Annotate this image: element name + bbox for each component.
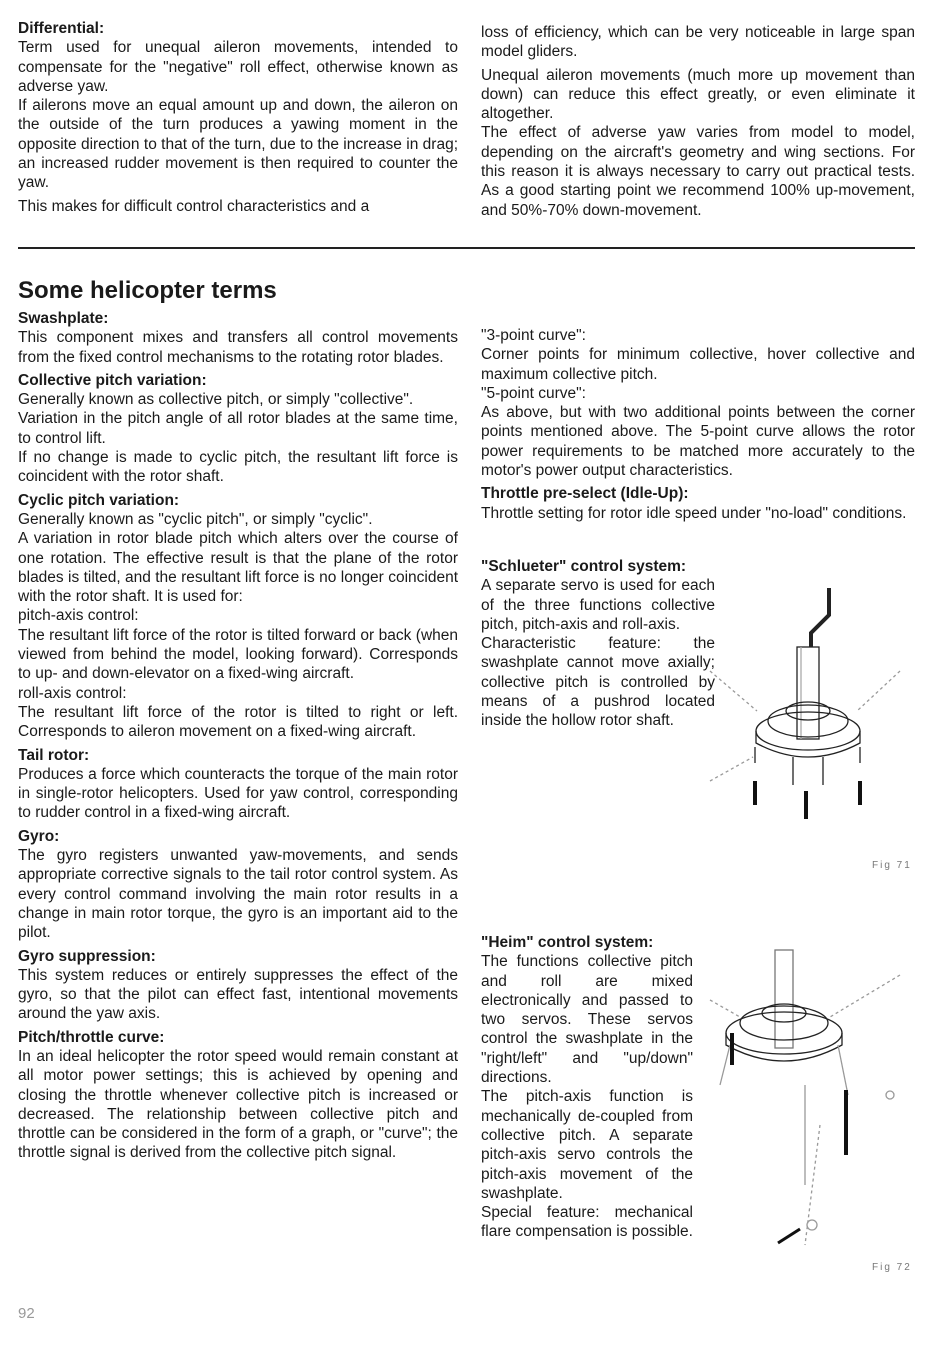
heim-section xyxy=(481,933,693,1242)
pitch-axis-label: pitch-axis control: xyxy=(18,607,139,625)
section-divider xyxy=(18,247,915,249)
gyro-heading: Gyro: xyxy=(18,827,60,845)
differential-paragraph-3: This makes for difficult control characteristics and a xyxy=(18,197,370,215)
swashplate-paragraph: This component mixes and transfers all control movements from the fixed control mechanisms to the rotating rotor blades. xyxy=(18,329,458,366)
swashplate-heading: Swashplate: xyxy=(18,310,109,327)
fig-71-label: Fig 71 xyxy=(872,860,912,871)
pitch-axis-paragraph: The resultant lift force of the rotor is tilted forward or back (when viewed from behind the model, looking forward). Corresponds to up- and down-elevator on a fixed-wing aircraft. xyxy=(18,626,458,683)
cyclic-paragraph-2: A variation in rotor blade pitch which alters over the course of one rotation. The effective result is that the plane of the rotor blades is tilted, and the resultant lift force is no longer coincident with the rotor shaft. It is used for: xyxy=(18,530,458,606)
collective-paragraph-2: Variation in the pitch angle of all rotor blades at the same time, to control lift. xyxy=(18,410,458,447)
schlueter-section xyxy=(481,557,715,731)
collective-pitch-heading: Collective pitch variation: xyxy=(18,371,207,389)
heim-paragraph-3: Special feature: mechanical flare compensation is possible. xyxy=(481,1204,693,1241)
collective-paragraph-1: Generally known as collective pitch, or simply "collective". xyxy=(18,391,414,409)
section-title: Some helicopter terms xyxy=(18,277,277,304)
three-point-curve-label: "3-point curve": xyxy=(481,327,586,344)
schlueter-paragraph-1: A separate servo is used for each of the three functions collective pitch, pitch-axis and roll-axis. xyxy=(481,577,715,633)
pitch-throttle-curve-heading: Pitch/throttle curve: xyxy=(18,1028,165,1046)
heim-heading: "Heim" control system: xyxy=(481,934,654,951)
tail-rotor-paragraph: Produces a force which counteracts the torque of the main rotor in single-rotor helicopters. Used for yaw control, corresponding to rudder control in a fixed-wing aircraft. xyxy=(18,765,458,822)
helicopter-terms-left-column xyxy=(18,309,458,1163)
fig-72-label: Fig 72 xyxy=(872,1262,912,1273)
differential-right-paragraph-2: Unequal aileron movements (much more up movement than down) can reduce this effect greatly, or even eliminate it altogether. xyxy=(481,66,915,123)
throttle-preselect-heading: Throttle pre-select (Idle-Up): xyxy=(481,485,689,503)
differential-right-paragraph-3: The effect of adverse yaw varies from model to model, depending on the aircraft's geometry and wing sections. For this reason it is always necessary to carry out practical tests. As a good starting point we recommend 100% up-movement, and 50%-70% down-movement. xyxy=(481,124,915,219)
cyclic-paragraph-1: Generally known as "cyclic pitch", or simply "cyclic". xyxy=(18,510,373,528)
heim-paragraph-2: The pitch-axis function is mechanically de-coupled from collective pitch. A separate pitch-axis servo controls the pitch-axis movement of the swashplate. xyxy=(481,1088,693,1202)
heim-paragraph-1: The functions collective pitch and roll are mixed electronically and passed to two servos. These servos control the swashplate in the "right/left" and "up/down" directions. xyxy=(481,953,693,1087)
five-point-curve-paragraph: As above, but with two additional points between the corner points mentioned above. The 5-point curve allows the rotor power requirements to be matched more accurately to the motor's power output characteristics. xyxy=(481,404,915,480)
throttle-preselect-paragraph: Throttle setting for rotor idle speed under "no-load" conditions. xyxy=(481,504,907,522)
gyro-paragraph: The gyro registers unwanted yaw-movements, and sends appropriate corrective signals to the tail rotor control system. As every control command involving the main rotor results in a change in main rotor torque, the gyro is an important aid to the pilot. xyxy=(18,847,458,942)
roll-axis-paragraph: The resultant lift force of the rotor is tilted to right or left. Corresponds to aileron movement on a fixed-wing aircraft. xyxy=(18,703,458,741)
heim-swashplate-illustration xyxy=(700,945,910,1255)
tail-rotor-heading: Tail rotor: xyxy=(18,746,90,764)
differential-section xyxy=(18,19,458,216)
pitch-throttle-curve-paragraph: In an ideal helicopter the rotor speed would remain constant at all motor power settings; this is achieved by opening and closing the throttle whenever collective pitch is increased or decreased. The relationship between collective pitch and throttle can be considered in the form of a graph, or "curve"; the throttle signal is derived from the collective pitch signal. xyxy=(18,1047,458,1162)
differential-paragraph-1: Term used for unequal aileron movements, intended to compensate for the "negative" roll effect, otherwise known as adverse yaw. xyxy=(18,39,458,95)
schlueter-heading: "Schlueter" control system: xyxy=(481,558,687,575)
five-point-curve-label: "5-point curve": xyxy=(481,384,586,402)
page-number: 92 xyxy=(18,1305,35,1322)
differential-right-paragraph-1: loss of efficiency, which can be very noticeable in large span model gliders. xyxy=(481,24,915,61)
differential-paragraph-2: If ailerons move an equal amount up and down, the aileron on the outside of the turn produces a yawing moment in the opposite direction to that of the turn, due to the increase in drag; an increased rudder movement is then required to counter the yaw. xyxy=(18,97,458,192)
cyclic-pitch-heading: Cyclic pitch variation: xyxy=(18,491,180,509)
schlueter-paragraph-2: Characteristic feature: the swashplate cannot move axially; collective pitch is controlled by means of a pushrod located inside the hollow rotor shaft. xyxy=(481,635,715,730)
helicopter-terms-right-column xyxy=(481,326,915,523)
gyro-suppression-paragraph: This system reduces or entirely suppresses the effect of the gyro, so that the pilot can effect fast, intentional movements around the yaw axis. xyxy=(18,966,458,1023)
gyro-suppression-heading: Gyro suppression: xyxy=(18,947,156,965)
differential-heading: Differential: xyxy=(18,20,105,37)
roll-axis-label: roll-axis control: xyxy=(18,684,127,702)
three-point-curve-paragraph: Corner points for minimum collective, hover collective and maximum collective pitch. xyxy=(481,346,915,383)
schlueter-swashplate-illustration xyxy=(705,585,905,825)
differential-continued xyxy=(481,23,915,220)
collective-paragraph-3: If no change is made to cyclic pitch, the resultant lift force is coincident with the rotor shaft. xyxy=(18,449,458,486)
